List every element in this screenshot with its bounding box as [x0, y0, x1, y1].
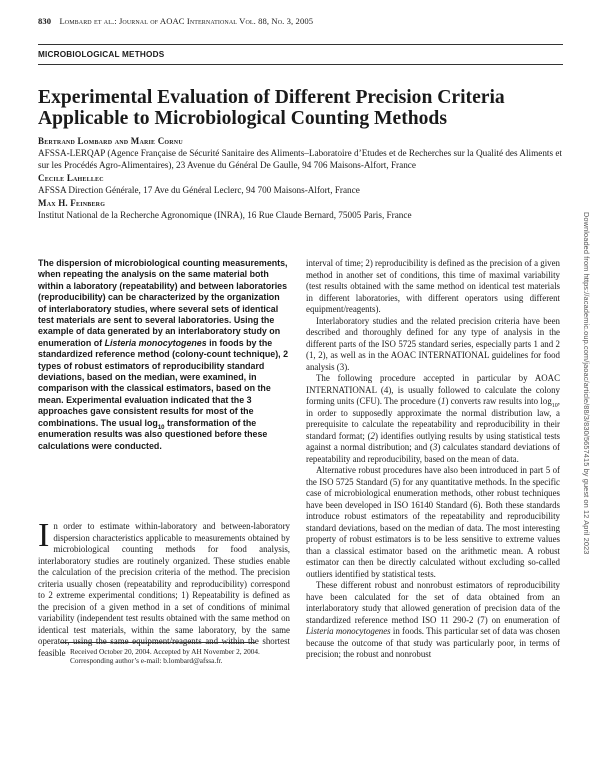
- species-name: Listeria monocytogenes: [306, 626, 391, 636]
- list-number: 3: [432, 442, 438, 452]
- author-affiliation: AFSSA Direction Générale, 17 Ave du Général Leclerc, 94 700 Maisons-Alfort, France: [38, 185, 360, 195]
- corresponding-email: Corresponding author’s e-mail: b.lombard@afssa.fr.: [70, 656, 223, 665]
- abstract-text: in foods by the standardized reference method (colony-count technique), 2 types of robust estimators of reproducibility standard deviations, based on the median, were examined, in comparison with the classical estimators, based on the mean. Experimental evaluation indicated that the 3 approaches gave consistent results for most of the combinations. The usual log: [38, 337, 289, 428]
- log-subscript: 10: [551, 402, 558, 409]
- page-number: 830: [38, 16, 52, 26]
- body-text: The following procedure accepted in particular by AOAC INTERNATIONAL (4), is usually followed to calculate the colony forming units (CFU). The procedure (: [306, 373, 560, 406]
- body-text: These different robust and nonrobust estimators of reproducibility have been calculated for the set of data obtained from an interlaboratory study that allowed generation of precision data of the standardized reference method ISO 11 290-2 (7) on enumeration of: [306, 580, 560, 625]
- body-paragraph: [38, 517, 290, 659]
- list-number: 1: [441, 396, 446, 406]
- body-paragraph: Alternative robust procedures have also been introduced in part 5 of the ISO 5725 Standard (5) for any quantitative methods. In the specific case of microbiological enumeration methods, other robust techniques have been developed in ISO 16140 Standard (6). Both these standards introduce robust estimators of the repeatability and reproducibility standard deviations, based on the median of data. The most interesting property of robust estimators is to be less sensitive to extreme values than a classical estimator based on the arithmetic mean. A robust estimator can then be directly calculated without excluding so-called outliers identified by statistical tests.: [306, 465, 560, 579]
- abstract: [38, 258, 290, 452]
- abstract-log-subscript: 10: [157, 424, 165, 431]
- author-names: Bertrand Lombard and Marie Cornu: [38, 136, 183, 146]
- header-rule: [38, 44, 563, 45]
- body-paragraph: interval of time; 2) reproducibility is defined as the precision of a given method in another set of conditions, this time of maximal variability (test results obtained with the same method on identical test materials in different laboratories, with different operators using different equipment/reagents).: [306, 258, 560, 314]
- received-dates: Received October 20, 2004. Accepted by AH November 2, 2004.: [70, 647, 260, 656]
- abstract-text: transformation of the enumeration results was also questioned before these calculations were conducted.: [38, 417, 268, 451]
- body-text: ) calculates standard deviations of repeatability and reproducibility, based on the mean of data.: [306, 442, 560, 464]
- section-label: MICROBIOLOGICAL METHODS: [38, 50, 165, 59]
- footnote: [70, 647, 270, 665]
- body-paragraph: [306, 373, 560, 465]
- article-title: Experimental Evaluation of Different Precision Criteria Applicable to Microbiological Counting Methods: [38, 87, 505, 129]
- body-text: ) identifies outlying results by using statistical tests against a normal distribution; and (: [306, 430, 560, 452]
- body-paragraph: Interlaboratory studies and the related precision criteria have been described and thoroughly defined for any type of analysis in the different parts of the ISO 5725 standard series, especially parts 1 and 2 (1, 2), as well as in the AOAC INTERNATIONAL guidelines for food analysis (3).: [306, 315, 560, 372]
- body-text: ) converts raw results into log: [445, 396, 552, 406]
- drop-cap: I: [38, 517, 50, 554]
- author-names: Cecile Lahellec: [38, 173, 104, 183]
- running-head: [38, 16, 568, 26]
- abstract-species: Listeria monocytogenes: [104, 337, 207, 348]
- body-text: , in order to supposedly approximate the normal distribution law, a prerequisite to calculate the repeatability and reproducibility in their standard format; (: [306, 396, 560, 441]
- left-column-body: [38, 517, 290, 659]
- journal-citation: Lombard et al.: Journal of AOAC International Vol. 88, No. 3, 2005: [59, 16, 314, 26]
- body-text: n order to estimate within-laboratory and between-laboratory dispersion characteristics applicable to measurements obtained by microbiological counting methods for food analysis, interlaboratory studies are routinely organized. These studies enable the calculation of the precision criteria of the method. The precision criteria usually chosen (repeatability and reproducibility) correspond to 2 extreme experimental conditions; 1) Repeatability is defined as the precision of a given method in a set of conditions of minimal variability (independent test results obtained with the same method on identical test materials, within the same laboratory, by the same operator, using the same equipment/reagents and within the shortest feasible: [38, 521, 290, 658]
- author-affiliation: AFSSA-LERQAP (Agence Française de Sécurité Sanitaire des Aliments–Laboratoire d’Etudes et de Recherches sur la Qualité des Aliments et sur les Procédés Agro-Alimentaires), 23 Avenue du Général De Gaulle, 94 706 Maisons-Alfort, France: [38, 148, 562, 170]
- body-text: in foods. This particular set of data was chosen because the outcome of that study was particularly poor, in terms of precision; the robust and nonrobust: [306, 626, 560, 659]
- list-number: 2: [370, 430, 375, 441]
- download-watermark: Downloaded from https://academic.oup.com/jaoac/article/88/3/830/5657415 by guest on 12 April 2023: [582, 212, 591, 555]
- footnote-rule: [60, 642, 256, 643]
- section-rule: [38, 64, 563, 65]
- abstract-text: The dispersion of microbiological counting measurements, when repeating the analysis on the same material both within a laboratory (repeatability) and between laboratories (reproducibility) can be characterized by the organization of interlaboratory studies, where several sets of identical test materials are sent to several laboratories. Using the example of data generated by an interlaboratory study on enumeration of: [38, 258, 288, 348]
- author-names: Max H. Feinberg: [38, 198, 106, 208]
- body-paragraph: [306, 580, 560, 661]
- author-affiliation: Institut National de la Recherche Agronomique (INRA), 16 Rue Claude Bernard, 75005 Paris, France: [38, 210, 412, 220]
- right-column-body: [306, 258, 560, 661]
- author-block: [38, 135, 563, 221]
